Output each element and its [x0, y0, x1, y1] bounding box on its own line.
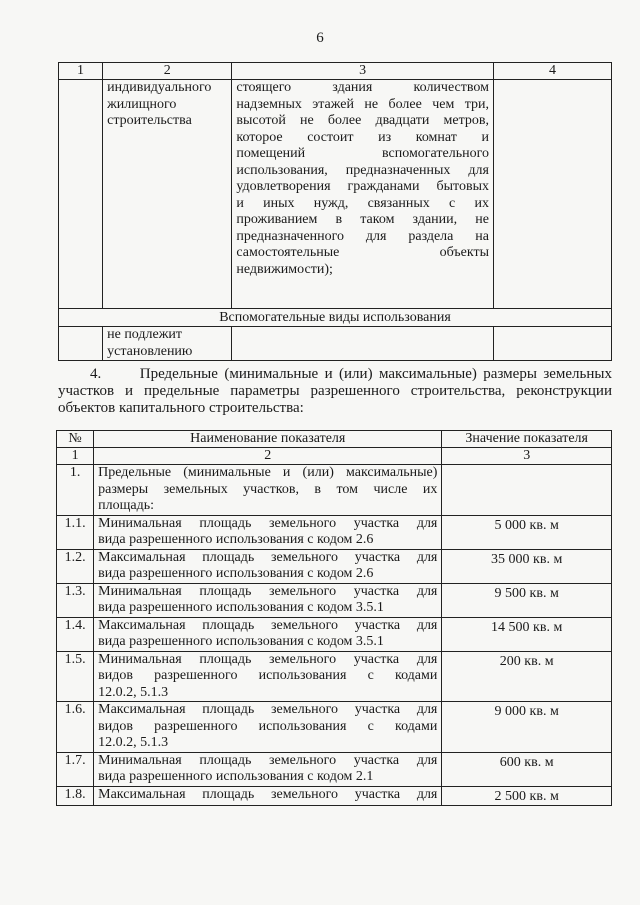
land-use-table — [58, 62, 612, 361]
row-name — [94, 583, 442, 617]
text-line: жилищного — [107, 96, 177, 112]
text-line: Минимальная площадь земельного участка для — [98, 651, 438, 667]
parameters-table — [56, 430, 612, 806]
table-row — [57, 651, 612, 702]
table-header-row — [59, 63, 612, 80]
text-line: размеры земельных участков, в том числе их — [98, 481, 438, 497]
text-line: которое состоит из комнат и — [236, 129, 489, 145]
row-number: 1. — [57, 465, 94, 516]
header-cell: 1 — [59, 63, 103, 80]
table-row — [57, 549, 612, 583]
text-line: установлению — [107, 343, 193, 359]
row-value — [442, 465, 612, 516]
aux-use-cell — [103, 327, 232, 361]
row-number: 1.8. — [57, 786, 94, 806]
row-name — [94, 515, 442, 549]
table-row — [57, 786, 612, 806]
text-line: Предельные (минимальные и (или) максимальные) — [98, 465, 438, 480]
text-line: предназначенного для раздела на — [236, 228, 489, 244]
row-name — [94, 752, 442, 786]
table-row — [57, 617, 612, 651]
table-row — [57, 752, 612, 786]
header-cell: Значение показателя — [442, 431, 612, 448]
text-line: Максимальная площадь земельного участка для — [98, 786, 438, 802]
row-name — [94, 617, 442, 651]
paragraph-number: 4. — [90, 366, 102, 382]
text-line: площадь: — [98, 498, 154, 513]
row-value: 5 000 кв. м — [442, 515, 612, 549]
text-line: видов разрешенного использования с кодами — [98, 718, 438, 734]
row-number: 1.7. — [57, 752, 94, 786]
table-subheader-row — [57, 448, 612, 465]
use-type-cell — [103, 80, 232, 309]
row-value: 9 500 кв. м — [442, 583, 612, 617]
description-cell — [232, 80, 494, 309]
table-cell-empty — [493, 327, 611, 361]
text-line: 12.0.2, 5.1.3 — [98, 735, 169, 750]
row-value: 2 500 кв. м — [442, 786, 612, 806]
table-row — [59, 80, 612, 309]
text-line: и иных нужд, связанных с их — [236, 195, 489, 211]
text-line: индивидуального — [107, 80, 212, 95]
row-number: 1.5. — [57, 651, 94, 702]
row-name — [94, 549, 442, 583]
row-number: 1.3. — [57, 583, 94, 617]
row-value: 9 000 кв. м — [442, 702, 612, 753]
text-line: стоящего здания количеством — [236, 80, 489, 95]
text-line: Минимальная площадь земельного участка для — [98, 752, 438, 768]
row-value: 14 500 кв. м — [442, 617, 612, 651]
table-cell-empty — [59, 327, 103, 361]
table-row — [57, 465, 612, 516]
text-line: недвижимости); — [236, 261, 333, 277]
row-value: 35 000 кв. м — [442, 549, 612, 583]
table-cell-empty — [59, 80, 103, 309]
text-line: вида разрешенного использования с кодом 2.6 — [98, 566, 374, 581]
table-cell-empty — [493, 80, 611, 309]
text-line: использования, предназначенных для — [236, 162, 489, 178]
table-row — [57, 702, 612, 753]
text-line: высотой не более двадцати метров, — [236, 113, 489, 128]
table-cell-empty — [232, 327, 494, 361]
paragraph-body: Предельные (минимальные и (или) максимальные) размеры земельных участков и предельные параметры разрешенного строительства, реконструкции объектов капитального строительства: — [58, 366, 612, 416]
header-cell: 3 — [232, 63, 494, 80]
text-line: проживанием в таком здании, не — [236, 212, 489, 227]
text-line: вида разрешенного использования с кодом 2.1 — [98, 769, 374, 784]
row-name — [94, 786, 442, 806]
section-title-row — [59, 309, 612, 327]
text-line: Максимальная площадь земельного участка для — [98, 549, 438, 565]
text-line: видов разрешенного использования с кодами — [98, 668, 438, 683]
text-line: Максимальная площадь земельного участка для — [98, 617, 438, 633]
text-line: удовлетворения гражданами бытовых — [236, 179, 489, 194]
table-row — [57, 583, 612, 617]
table-row — [57, 515, 612, 549]
section-paragraph — [58, 366, 612, 417]
header-cell: № — [57, 431, 94, 448]
subheader-cell: 2 — [94, 448, 442, 465]
row-number: 1.1. — [57, 515, 94, 549]
page-number: 6 — [316, 30, 324, 46]
table-row — [59, 327, 612, 361]
section-title: Вспомогательные виды использования — [59, 309, 612, 327]
row-number: 1.2. — [57, 549, 94, 583]
text-line: Минимальная площадь земельного участка для — [98, 515, 438, 531]
text-line: Максимальная площадь земельного участка для — [98, 702, 438, 717]
row-name — [94, 651, 442, 702]
row-name — [94, 702, 442, 753]
text-line: самостоятельные объекты — [236, 245, 489, 260]
header-cell: Наименование показателя — [94, 431, 442, 448]
text-line: вида разрешенного использования с кодом 3.5.1 — [98, 634, 384, 649]
text-line: надземных этажей не более чем три, — [236, 96, 489, 112]
text-line: вида разрешенного использования с кодом 2.6 — [98, 532, 374, 547]
subheader-cell: 1 — [57, 448, 94, 465]
row-name — [94, 465, 442, 516]
text-line: Минимальная площадь земельного участка для — [98, 583, 438, 599]
row-number: 1.4. — [57, 617, 94, 651]
text-line: не подлежит — [107, 327, 183, 342]
header-cell: 2 — [103, 63, 232, 80]
text-line: вида разрешенного использования с кодом 3.5.1 — [98, 600, 384, 615]
paragraph-text — [58, 366, 612, 417]
text-line: строительства — [107, 113, 192, 128]
header-cell: 4 — [493, 63, 611, 80]
row-value: 600 кв. м — [442, 752, 612, 786]
text-line: 12.0.2, 5.1.3 — [98, 684, 169, 700]
row-number: 1.6. — [57, 702, 94, 753]
table-header-row — [57, 431, 612, 448]
subheader-cell: 3 — [442, 448, 612, 465]
row-value: 200 кв. м — [442, 651, 612, 702]
text-line: помещений вспомогательного — [236, 146, 489, 161]
